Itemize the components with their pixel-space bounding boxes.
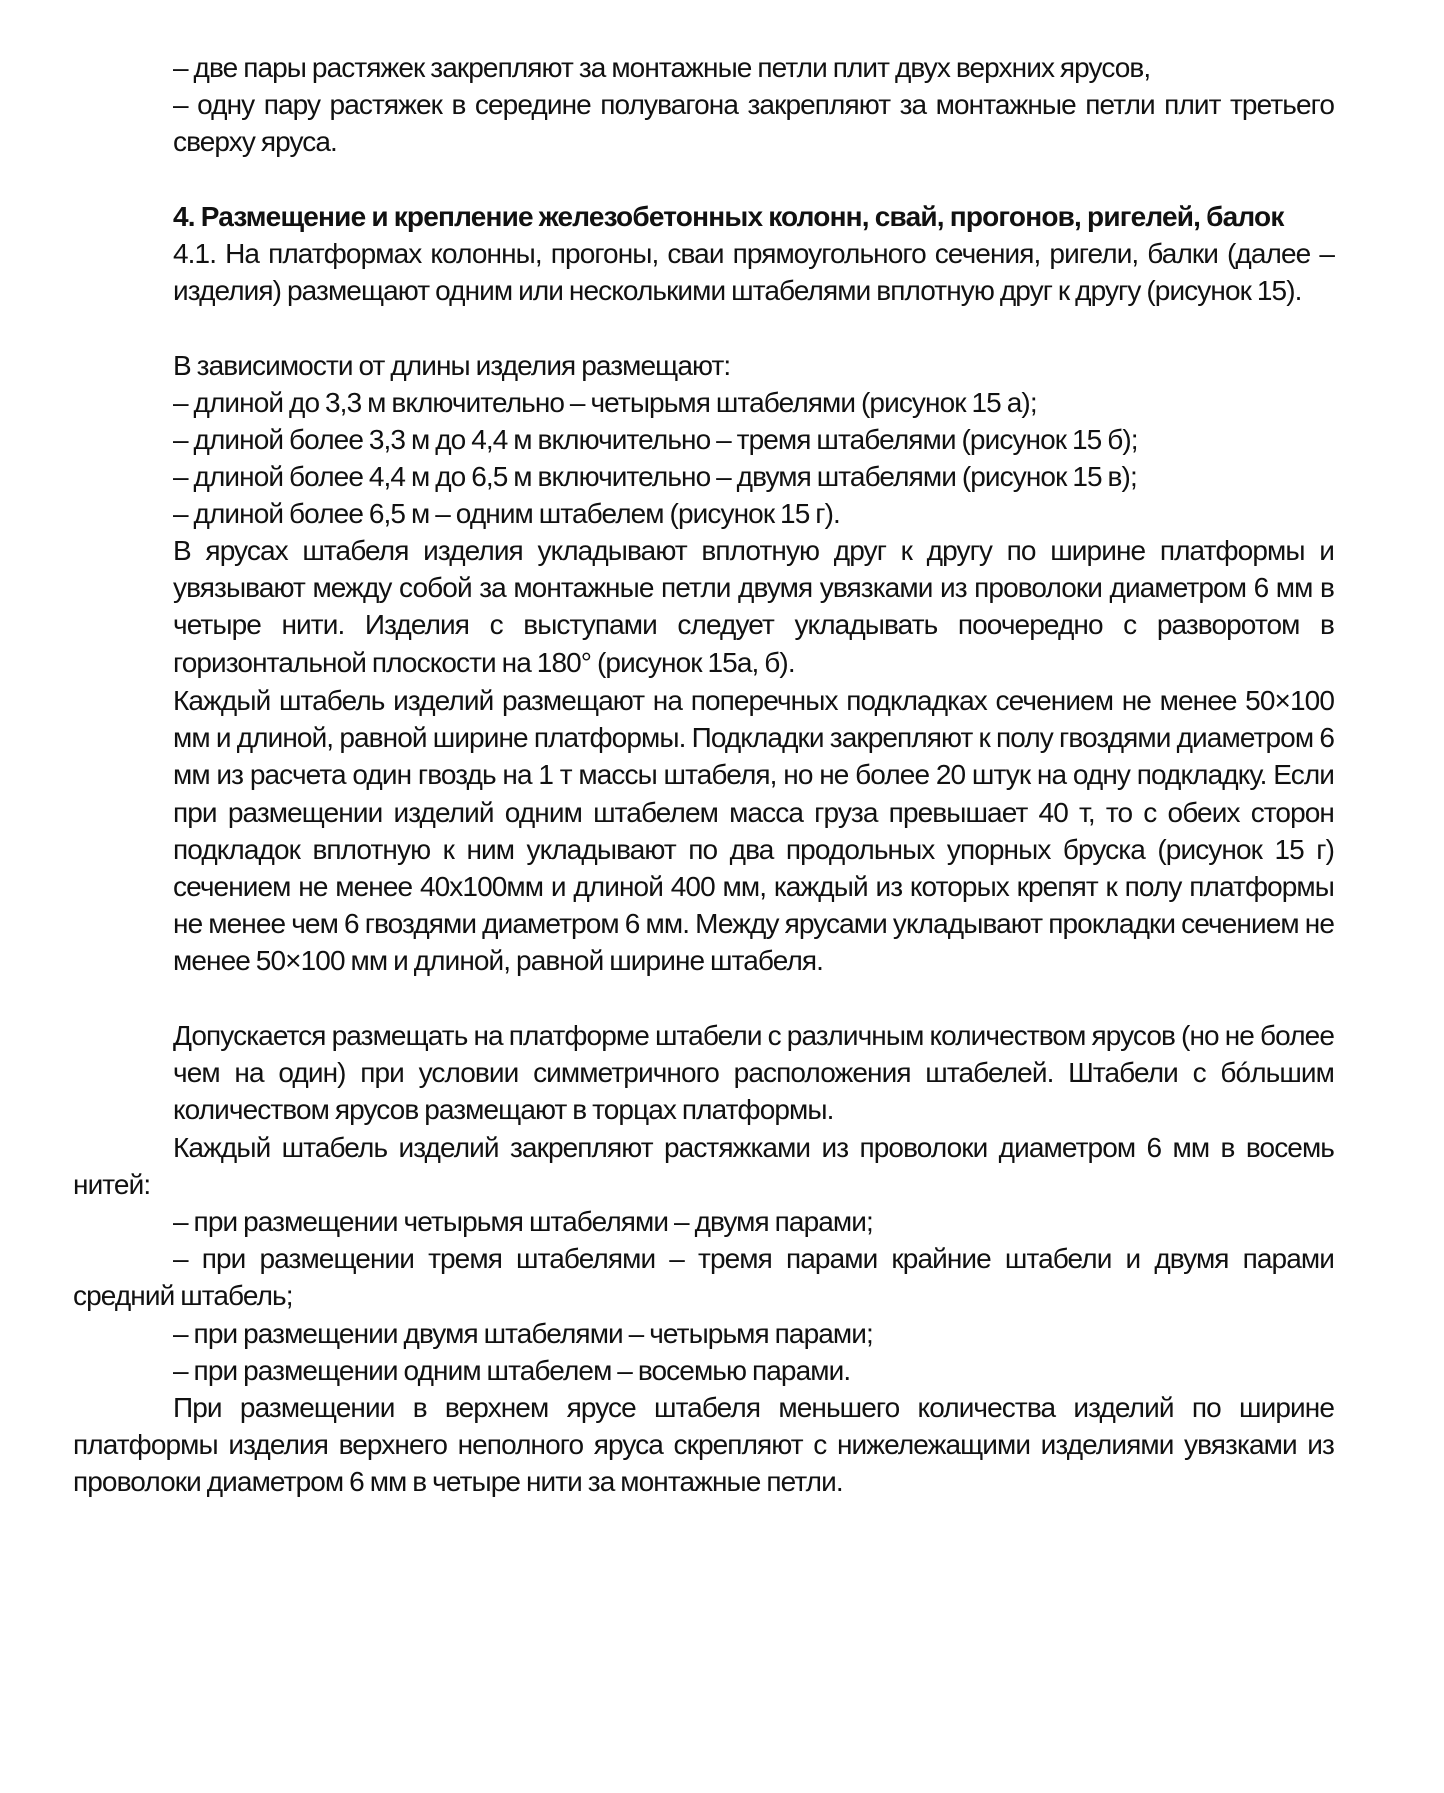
length-list-item: – длиной до 3,3 м включительно – четырьмя штабелями (рисунок 15 а);	[173, 387, 1037, 418]
wire-list-item: – при размещении тремя штабелями – тремя парами крайние штабели и двумя парами средний штабель;	[73, 1243, 1334, 1312]
paragraph-wire: Каждый штабель изделий закрепляют растяжками из проволоки диаметром 6 мм в восемь нитей:	[73, 1132, 1334, 1201]
paragraph-final: При размещении в верхнем ярусе штабеля меньшего количества изделий по ширине платформы изделия верхнего неполного яруса скрепляют с нижележащими изделиями увязками из проволоки диаметром 6 мм в четыре нити за монтажные петли.	[73, 1392, 1334, 1498]
length-list-item: – длиной более 3,3 м до 4,4 м включительно – тремя штабелями (рисунок 15 б);	[173, 424, 1138, 455]
wire-list-item: – при размещении четырьмя штабелями – двумя парами;	[173, 1206, 873, 1237]
wire-list-item: – при размещении двумя штабелями – четырьмя парами;	[173, 1318, 873, 1349]
length-intro: В зависимости от длины изделия размещают:	[173, 350, 731, 381]
top-list-item: – две пары растяжек закрепляют за монтажные петли плит двух верхних ярусов,	[173, 52, 1151, 83]
paragraph-supports: Каждый штабель изделий размещают на поперечных подкладках сечением не менее 50×100 мм и длиной, равной ширине платформы. Подкладки закрепляют к полу гвоздями диаметром 6 мм из расчета один гвоздь на 1 т массы штабеля, но не более 20 штук на одну подкладку. Если при размещении изделий одним штабелем масса груза превышает 40 т, то с обеих сторон подкладок вплотную к ним укладывают по два продольных упорных бруска (рисунок 15 г) сечением не менее 40х100мм и длиной 400 мм, каждый из которых крепят к полу платформы не менее чем 6 гвоздями диаметром 6 мм. Между ярусами укладывают прокладки сечением не менее 50×100 мм и длиной, равной ширине штабеля.	[173, 685, 1334, 977]
wire-list-item: – при размещении одним штабелем – восемью парами.	[173, 1355, 851, 1386]
paragraph-4-1: 4.1. На платформах колонны, прогоны, сваи прямоугольного сечения, ригели, балки (далее – изделия) размещают одним или несколькими штабелями вплотную друг к другу (рисунок 15).	[173, 238, 1334, 307]
length-list-item: – длиной более 4,4 м до 6,5 м включительно – двумя штабелями (рисунок 15 в);	[173, 461, 1137, 492]
section-title: 4. Размещение и крепление железобетонных колонн, свай, прогонов, ригелей, балок	[173, 201, 1284, 232]
top-list-item: – одну пару растяжек в середине полувагона закрепляют за монтажные петли плит третьего сверху яруса.	[173, 89, 1334, 158]
paragraph-allowed: Допускается размещать на платформе штабели с различным количеством ярусов (но не более чем на один) при условии симметричного расположения штабелей. Штабели с бóльшим количеством ярусов размещают в торцах платформы.	[173, 1020, 1334, 1126]
paragraph-tiers: В ярусах штабеля изделия укладывают вплотную друг к другу по ширине платформы и увязывают между собой за монтажные петли двумя увязками из проволоки диаметром 6 мм в четыре нити. Изделия с выступами следует укладывать поочередно с разворотом в горизонтальной плоскости на 180° (рисунок 15а, б).	[173, 535, 1334, 678]
length-list-item: – длиной более 6,5 м – одним штабелем (рисунок 15 г).	[173, 498, 840, 529]
